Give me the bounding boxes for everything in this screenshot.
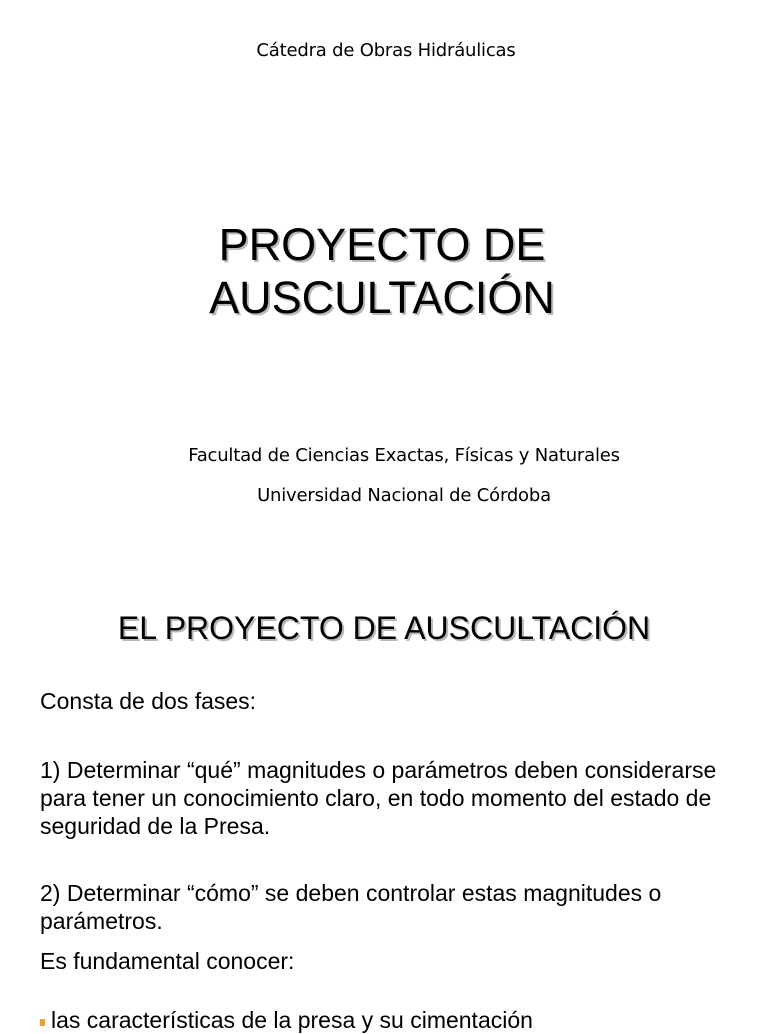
phase-1-text: 1) Determinar “qué” magnitudes o parámetros deben considerarse para tener un conocimiento claro, en todo momento del estado de seguridad de la Presa.: [40, 757, 717, 839]
phase-2-text: 2) Determinar “cómo” se deben controlar estas magnitudes o parámetros.: [40, 880, 662, 934]
chair-name: Cátedra de Obras Hidráulicas: [256, 40, 516, 61]
title-line-1: PROYECTO DE: [218, 219, 546, 270]
bullet-item-text: las características de la presa y su cimentación: [51, 1007, 533, 1033]
bullet-square-icon: [40, 1019, 45, 1026]
intro-text: Consta de dos fases:: [40, 688, 257, 714]
section-heading: EL PROYECTO DE AUSCULTACIÓN: [117, 610, 651, 646]
bullet-item: [40, 1006, 760, 1034]
university-name: Universidad Nacional de Córdoba: [257, 485, 551, 506]
essential-text: Es fundamental conocer:: [40, 948, 295, 974]
faculty-name: Facultad de Ciencias Exactas, Físicas y Naturales: [188, 445, 620, 466]
title-line-2: AUSCULTACIÓN: [209, 272, 555, 323]
